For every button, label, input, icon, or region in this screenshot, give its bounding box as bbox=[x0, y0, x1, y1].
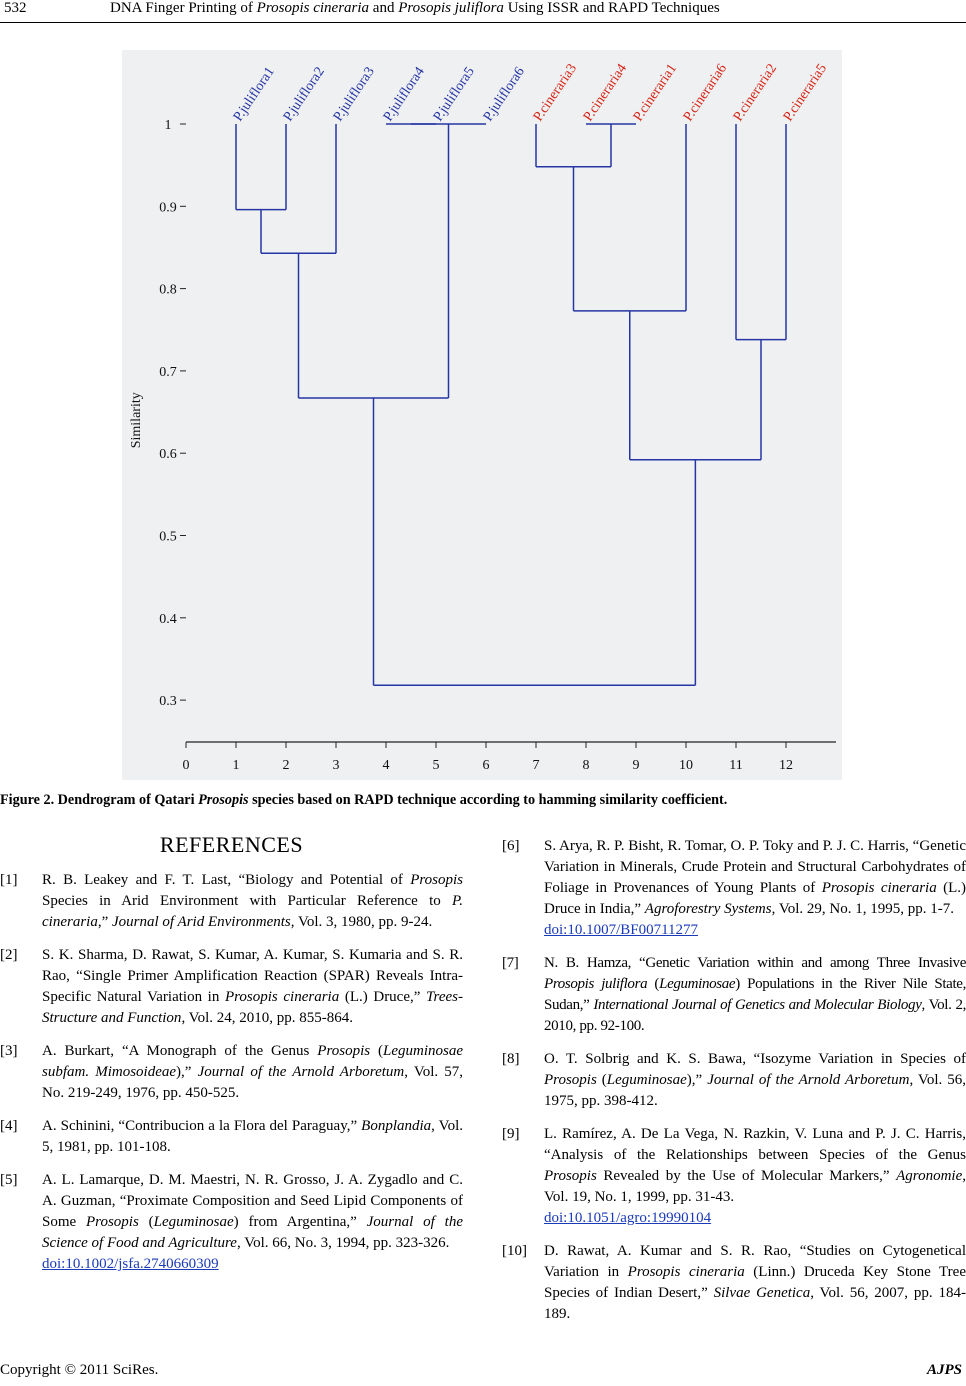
x-tick-label: 10 bbox=[679, 758, 693, 773]
doi-link[interactable]: doi:10.1051/agro:19990104 bbox=[544, 1210, 712, 1226]
reference-item: [1] R. B. Leakey and F. T. Last, “Biology and Potential of Prosopis Species in Arid Environment with Particular Reference to P. cineraria,” Journal of Arid Environments, Vol. 3, 1980, pp. 9-24. bbox=[0, 872, 463, 930]
reference-item: [3] A. Burkart, “A Monograph of the Genus Prosopis (Leguminosae subfam. Mimosoideae),” Journal of the Arnold Arboretum, Vol. 57, No. 219-249, 1976, pp. 450-525. bbox=[0, 1043, 464, 1101]
references-heading: REFERENCES bbox=[159, 832, 304, 857]
reference-number: [7] bbox=[502, 955, 519, 971]
reference-number: [3] bbox=[0, 1043, 18, 1059]
leaf-label: P.juliflora4 bbox=[380, 64, 428, 125]
x-tick-label: 6 bbox=[482, 758, 490, 773]
leaf-label: P.juliflora5 bbox=[430, 64, 478, 125]
y-tick-label: 0.7 bbox=[159, 364, 177, 380]
y-tick-label: 0.5 bbox=[159, 529, 177, 545]
reference-item: [6] S. Arya, R. P. Bisht, R. Tomar, O. P. Toky and P. J. C. Harris, “Genetic Variation in Minerals, Crude Protein and Structural Carbohydrates of Foliage in Provenances of Young Plants of Prosopis cineraria (L.) Druce in India,” Agroforestry Systems, Vol. 29, No. 1, 1995, pp. 1-7. doi:10.1007/BF00711277 bbox=[502, 838, 966, 938]
reference-number: [10] bbox=[502, 1243, 527, 1259]
y-axis-label: Similarity bbox=[129, 392, 144, 449]
reference-number: [6] bbox=[502, 838, 520, 854]
header-rule bbox=[0, 22, 966, 23]
reference-item: [8] O. T. Solbrig and K. S. Bawa, “Isozyme Variation in Species of Prosopis (Leguminosae),” Journal of the Arnold Arboretum, Vol. 56, 1975, pp. 398-412. bbox=[502, 1051, 966, 1109]
doi-link[interactable]: doi:10.1002/jsfa.2740660309 bbox=[42, 1256, 219, 1272]
x-tick-label: 2 bbox=[282, 758, 290, 773]
reference-number: [9] bbox=[502, 1126, 520, 1142]
x-tick-label: 3 bbox=[332, 758, 340, 773]
y-tick-label: 0.8 bbox=[159, 282, 177, 298]
leaf-label: P.cineraria2 bbox=[730, 61, 781, 125]
x-tick-label: 11 bbox=[729, 758, 743, 773]
references-right-column bbox=[502, 836, 966, 1337]
reference-item: [4] A. Schinini, “Contribucion a la Flora del Paraguay,” Bonplandia, Vol. 5, 1981, pp. 101-108. bbox=[0, 1118, 464, 1155]
reference-item: [5] A. L. Lamarque, D. M. Maestri, N. R. Grosso, J. A. Zygadlo and C. A. Guzman, “Proximate Composition and Seed Lipid Components of Some Prosopis (Leguminosae) from Argentina,” Journal of the Science of Food and Agriculture, Vol. 66, No. 3, 1994, pp. 323-326. doi:10.1002/jsfa.2740660309 bbox=[0, 1172, 463, 1272]
x-tick-label: 0 bbox=[182, 758, 190, 773]
reference-number: [4] bbox=[0, 1118, 18, 1134]
reference-number: [1] bbox=[0, 872, 18, 888]
x-tick-label: 8 bbox=[582, 758, 590, 773]
leaf-label: P.cineraria3 bbox=[530, 61, 581, 125]
dendrogram-chart bbox=[122, 50, 842, 780]
y-tick-label: 0.9 bbox=[159, 200, 177, 216]
reference-number: [8] bbox=[502, 1051, 520, 1067]
leaf-label: P.juliflora1 bbox=[230, 64, 278, 125]
y-tick-label: 1 bbox=[164, 118, 172, 133]
reference-number: [2] bbox=[0, 947, 18, 963]
figure-2 bbox=[122, 50, 842, 780]
y-tick-label: 0.4 bbox=[159, 611, 177, 627]
y-tick-label: 0.3 bbox=[159, 694, 177, 710]
leaf-label: P.cineraria5 bbox=[780, 61, 831, 125]
references-left-column bbox=[0, 870, 463, 1287]
reference-item: [9] L. Ramírez, A. De La Vega, N. Razkin, V. Luna and P. J. C. Harris, “Analysis of the Relationships between Species of the Genus Prosopis Revealed by the Use of Molecular Markers,” Agronomie, Vol. 19, No. 1, 1999, pp. 31-43. doi:10.1051/agro:19990104 bbox=[502, 1126, 966, 1226]
x-tick-label: 4 bbox=[382, 758, 390, 773]
figure-caption: Figure 2. Dendrogram of Qatari Prosopis species based on RAPD technique according to hamming similarity coefficient. bbox=[0, 792, 728, 808]
page-header bbox=[0, 0, 966, 22]
running-title: DNA Finger Printing of Prosopis cineraria and Prosopis juliflora Using ISSR and RAPD Techniques bbox=[110, 0, 720, 16]
reference-number: [5] bbox=[0, 1172, 18, 1188]
leaf-label: P.juliflora6 bbox=[480, 64, 528, 125]
x-tick-label: 1 bbox=[232, 758, 240, 773]
x-tick-label: 5 bbox=[432, 758, 440, 773]
leaf-label: P.juliflora3 bbox=[330, 64, 378, 125]
leaf-label: P.cineraria4 bbox=[580, 61, 631, 125]
page-number: 532 bbox=[4, 0, 27, 16]
reference-item: [2] S. K. Sharma, D. Rawat, S. Kumar, A. Kumar, S. Kumaria and S. R. Rao, “Single Primer Amplification Reaction (SPAR) Reveals Intra-Specific Natural Variation in Prosopis cineraria (L.) Druce,” Trees-Structure and Function, Vol. 24, 2010, pp. 855-864. bbox=[0, 947, 463, 1026]
leaf-label: P.juliflora2 bbox=[280, 64, 328, 125]
reference-item: [10] D. Rawat, A. Kumar and S. R. Rao, “Studies on Cytogenetical Variation in Prosopis cineraria (Linn.) Druceda Key Stone Tree Species of Indian Desert,” Silvae Genetica, Vol. 56, 2007, pp. 184-189. bbox=[502, 1243, 966, 1322]
x-tick-label: 7 bbox=[532, 758, 540, 773]
doi-link[interactable]: doi:10.1007/BF00711277 bbox=[544, 922, 699, 938]
leaf-label: P.cineraria1 bbox=[630, 61, 681, 125]
journal-abbrev: AJPS bbox=[926, 1362, 962, 1378]
x-tick-label: 12 bbox=[779, 758, 793, 773]
x-tick-label: 9 bbox=[632, 758, 640, 773]
copyright-notice: Copyright © 2011 SciRes. bbox=[0, 1362, 159, 1378]
y-tick-label: 0.6 bbox=[159, 447, 177, 463]
reference-item: [7] N. B. Hamza, “Genetic Variation within and among Three Invasive Prosopis juliflora (Leguminosae) Populations in the River Nile State, Sudan,” International Journal of Genetics and Molecular Biology, Vol. 2, 2010, pp. 92-100. bbox=[502, 955, 966, 1034]
leaf-label: P.cineraria6 bbox=[680, 61, 731, 125]
